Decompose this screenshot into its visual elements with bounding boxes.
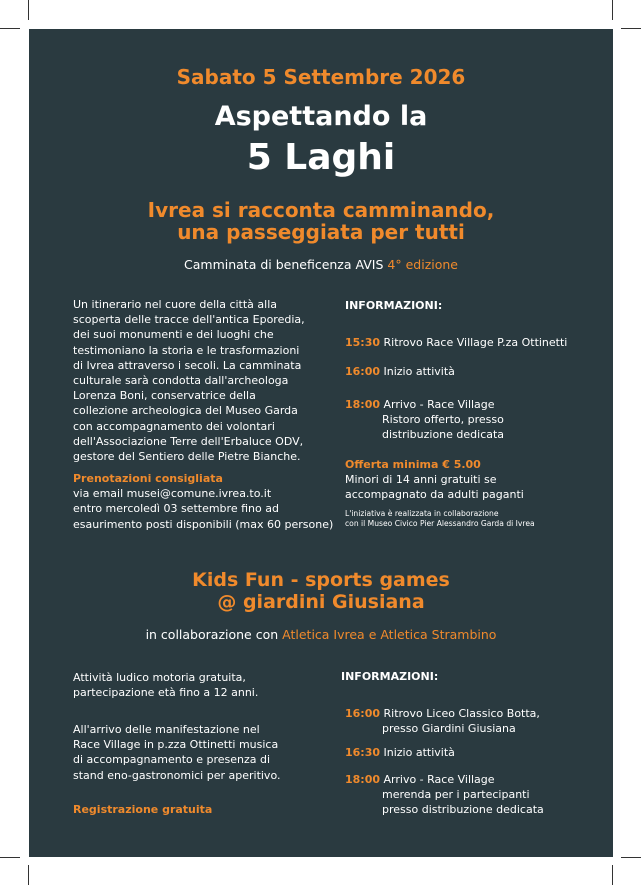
crop-mark (612, 865, 613, 885)
schedule-text: Inizio attività (383, 746, 455, 759)
schedule-detail: presso Giardini Giusiana (382, 722, 516, 735)
booking-line: entro mercoledì 03 settembre fino ad (73, 502, 279, 516)
kids-collab-partners: Atletica Ivrea e Atletica Strambino (282, 627, 497, 642)
schedule-text: Ritrovo Race Village P.za Ottinetti (383, 336, 568, 349)
kids-para1 (73, 670, 333, 700)
charity-line (29, 257, 613, 272)
event-subtitle-line2: una passeggiata per tutti (177, 220, 465, 244)
offer-heading: Offerta minima € 5.00 (345, 458, 481, 471)
schedule-item (345, 335, 567, 350)
booking-line: esaurimento posti disponibili (max 60 persone) (73, 517, 334, 531)
schedule-item (345, 397, 504, 442)
schedule-detail: presso distribuzione dedicata (382, 803, 544, 816)
event-subtitle (29, 199, 613, 243)
booking-line: via email musei@comune.ivrea.to.it (73, 487, 272, 501)
registration-label: Registrazione gratuita (73, 803, 213, 816)
kids-collab-line (29, 627, 613, 642)
schedule-detail: Ristoro offerto, presso (382, 413, 504, 426)
crop-mark (28, 0, 29, 20)
text-line: culturale sarà condotta dall'archeologa (73, 374, 289, 388)
info-heading-label: INFORMAZIONI: (345, 299, 443, 312)
note-line: con il Museo Civico Pier Alessandro Garda di Ivrea (345, 519, 535, 528)
schedule-item (345, 706, 540, 736)
text-line: scoperta delle tracce dell'antica Eporedia, (73, 313, 305, 327)
schedule-detail: distribuzione dedicata (382, 428, 505, 441)
charity-text: Camminata di beneficenza AVIS (184, 257, 384, 272)
kids-title (29, 569, 613, 613)
schedule-item (345, 364, 455, 379)
offer-line: Minori di 14 anni gratuiti se (345, 473, 497, 487)
crop-mark (621, 28, 641, 29)
event-date: Sabato 5 Settembre 2026 (176, 65, 466, 89)
kids-info-heading (341, 669, 438, 684)
text-line: con accompagnamento dei volontari (73, 419, 275, 433)
kids-collab-prefix: in collaborazione con (145, 627, 279, 642)
booking-section (73, 471, 343, 532)
event-title-line1: Aspettando la (214, 101, 428, 132)
schedule-time: 18:00 (345, 398, 381, 411)
offer-section (345, 457, 605, 503)
schedule-time: 16:00 (345, 707, 381, 720)
event-poster (29, 29, 613, 857)
crop-mark (28, 865, 29, 885)
info-heading-label: INFORMAZIONI: (341, 670, 439, 683)
booking-heading: Prenotazioni consigliata (73, 472, 223, 485)
text-line: collezione archeologica del Museo Garda (73, 404, 298, 418)
crop-mark (0, 857, 20, 858)
schedule-text: Inizio attività (383, 365, 455, 378)
schedule-item (345, 745, 455, 760)
text-line: stand eno-gastronomici per aperitivo. (73, 768, 281, 782)
text-line: Attività ludico motoria gratuita, (73, 671, 246, 684)
kids-title-line1: Kids Fun - sports games (192, 569, 450, 591)
text-line: di Ivrea attraverso i secoli. La camminata (73, 358, 302, 372)
text-line: partecipazione età fino a 12 anni. (73, 686, 259, 700)
crop-mark (612, 0, 613, 20)
kids-title-line2: @ giardini Giusiana (217, 591, 425, 613)
schedule-time: 16:30 (345, 746, 381, 759)
text-line: di accompagnamento e presenza di (73, 753, 271, 767)
crop-mark (0, 28, 20, 29)
text-line: Lorenza Boni, conservatrice della (73, 389, 256, 403)
collaboration-note (345, 509, 605, 529)
schedule-item (345, 772, 544, 817)
schedule-time: 15:30 (345, 336, 381, 349)
walk-info-heading (345, 298, 442, 313)
schedule-text: Arrivo - Race Village (383, 398, 495, 411)
crop-mark (621, 857, 641, 858)
schedule-text: Ritrovo Liceo Classico Botta, (383, 707, 540, 720)
event-subtitle-line1: Ivrea si racconta camminando, (147, 198, 495, 222)
walk-description (73, 297, 335, 464)
text-line: dei suoi monumenti e dei luoghi che (73, 328, 274, 342)
schedule-time: 18:00 (345, 773, 381, 786)
text-line: Race Village in p.zza Ottinetti musica (73, 738, 279, 752)
text-line: All'arrivo delle manifestazione nel (73, 723, 260, 736)
kids-registration (73, 802, 333, 817)
event-title-line2: 5 Laghi (246, 137, 396, 178)
kids-para2 (73, 722, 333, 783)
offer-line: accompagnato da adulti paganti (345, 488, 524, 502)
text-line: testimoniano la storia e le trasformazioni (73, 343, 300, 357)
text-line: gestore del Sentiero delle Pietre Bianche. (73, 450, 301, 464)
edition-label: 4° edizione (387, 257, 458, 272)
text-line: Un itinerario nel cuore della città alla (73, 298, 277, 311)
text-line: dell'Associazione Terre dell'Erbaluce ODV, (73, 434, 304, 448)
schedule-time: 16:00 (345, 365, 381, 378)
note-line: L'iniziativa è realizzata in collaborazione (345, 509, 499, 518)
schedule-text: Arrivo - Race Village (383, 773, 495, 786)
schedule-detail: merenda per i partecipanti (382, 788, 530, 801)
